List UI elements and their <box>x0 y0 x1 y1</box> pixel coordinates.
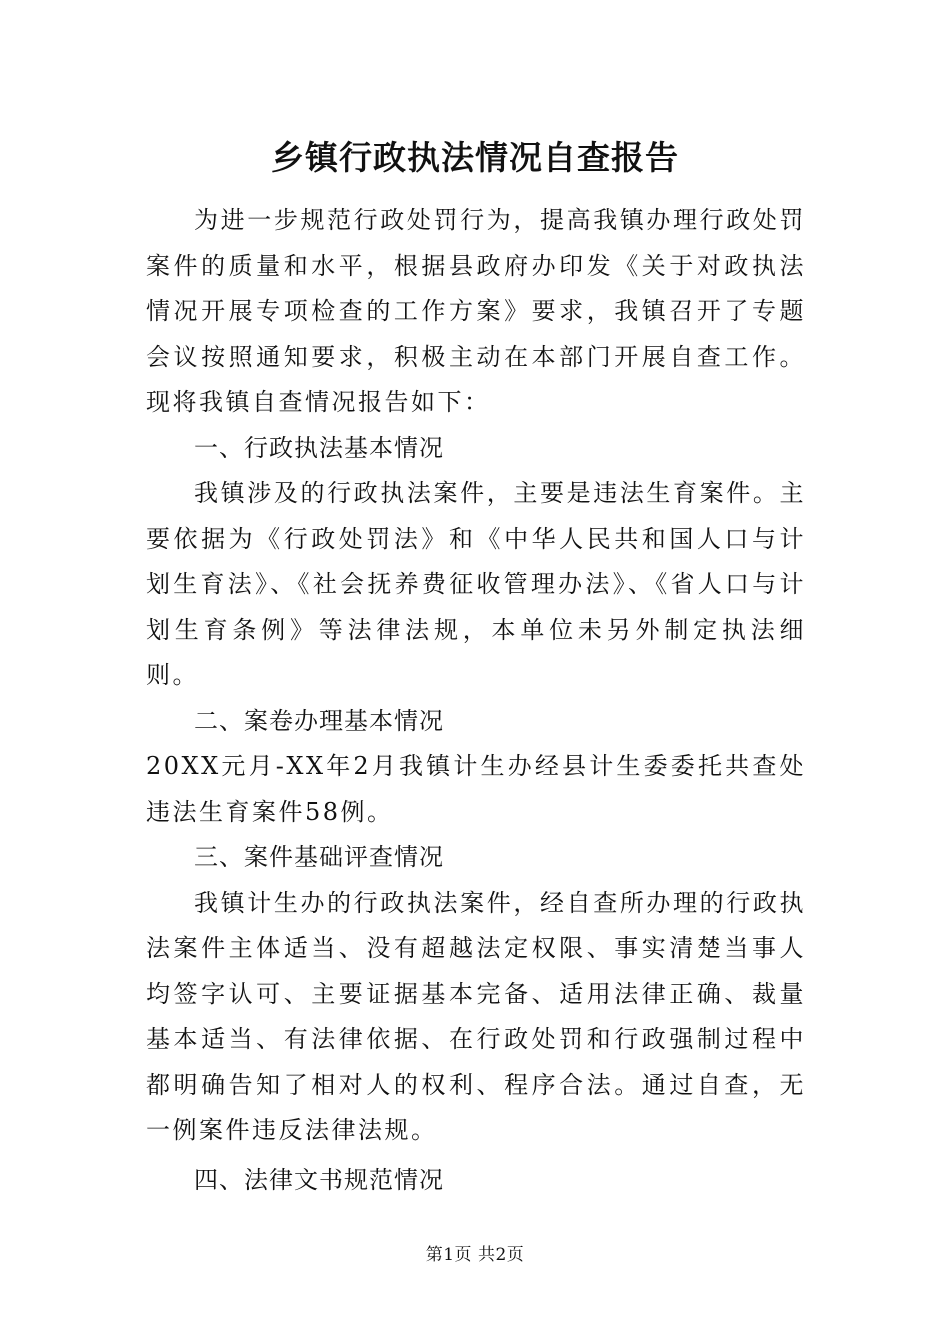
section-2-paragraph: 20XX元月-XX年2月我镇计生办经县计生委委托共查处违法生育案件58例。 <box>146 752 806 826</box>
section-2-heading: 二、案卷办理基本情况 <box>194 706 444 735</box>
page-number-footer: 第1页 共2页 <box>425 1245 525 1265</box>
intro-paragraph: 为进一步规范行政处罚行为，提高我镇办理行政处罚案件的质量和水平，根据县政府办印发《关于对政执法情况开展专项检查的工作方案》要求，我镇召开了专题会议按照通知要求，积极主动在本部门开展自查工作。现将我镇自查情况报告如下： <box>146 206 806 416</box>
document-title: 乡镇行政执法情况自查报告 <box>271 138 679 177</box>
section-1-heading: 一、行政执法基本情况 <box>194 433 444 462</box>
section-1-paragraph: 我镇涉及的行政执法案件，主要是违法生育案件。主要依据为《行政处罚法》和《中华人民共和国人口与计划生育法》、《社会抚养费征收管理办法》、《省人口与计划生育条例》等法律法规，本单位未另外制定执法细则。 <box>146 479 806 689</box>
document-body <box>146 198 806 1203</box>
section-3-heading: 三、案件基础评查情况 <box>194 843 444 871</box>
section-4-heading: 四、法律文书规范情况 <box>194 1165 444 1194</box>
section-3-paragraph: 我镇计生办的行政执法案件，经自查所办理的行政执法案件主体适当、没有超越法定权限、事实清楚当事人均签字认可、主要证据基本完备、适用法律正确、裁量基本适当、有法律依据、在行政处罚和行政强制过程中都明确告知了相对人的权利、程序合法。通过自查，无一例案件违反法律法规。 <box>146 888 806 1144</box>
